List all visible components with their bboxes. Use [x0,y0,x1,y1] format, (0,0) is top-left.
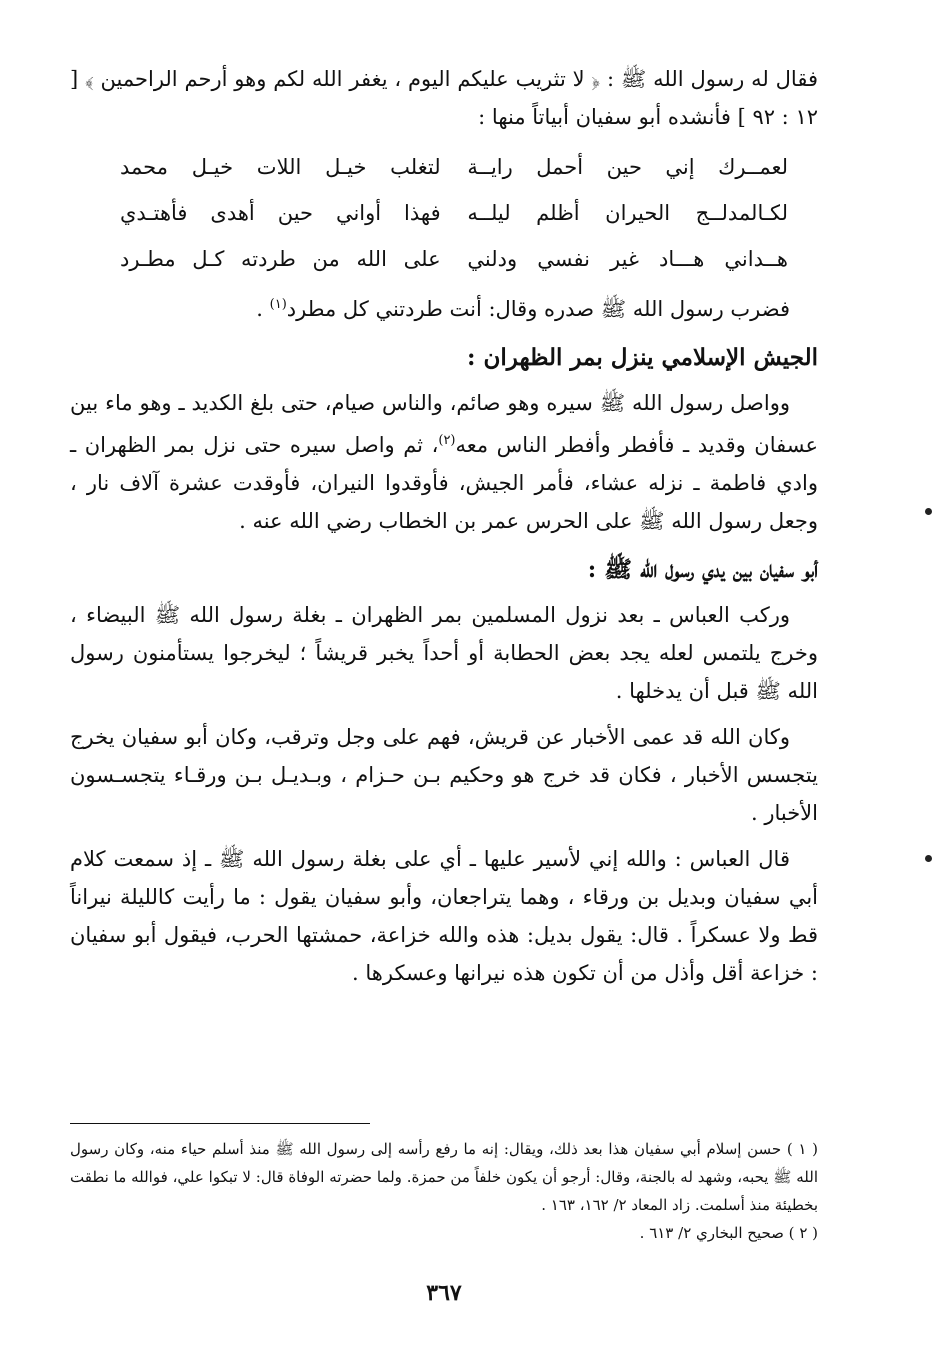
footnotes [70,1135,818,1247]
verse-first-hemistich: لكـالمدلــج الحيران أظلم ليلــه [467,201,788,225]
poem-verse [120,144,788,190]
poem-verse [120,190,788,236]
paragraph-text: ، ثم واصل سيره حتى نزل بمر الظهران ـ وادي فاطمة ـ نزله عشاء، فأمر الجيش، فأوقدوا النيران، فأوقدت عشرة آلاف نار ، وجعل رسول الله ﷺ على الحرس عمر بن الخطاب رضي الله عنه . [70,433,818,533]
paragraph-text: وواصل رسول الله ﷺ سيره وهو صائم، والناس صيام، حتى بلغ الكديد ـ وهو ماء بين عسفان وقديد ـ فأفطر وأفطر الناس معه [70,391,819,457]
section-heading-army: الجيش الإسلامي ينزل بمر الظهران : [467,344,818,371]
section-heading-abu-sufyan: أبو سفيان بين يدي رسول الله ﷺ : [587,556,818,583]
poem [70,144,818,282]
paragraph-text: وكان الله قد عمى الأخبار عن قريش، فهم على وجل وترقب، وكان أبو سفيان يخرج يتجسس الأخبار ، فكان قد خرج هو وحكيم بـن حـزام ، وبـديـل بـن ورقـاء يتجسـسون الأخبار . [70,725,818,825]
footnote-reference-2[interactable]: (٢) [438,433,456,448]
verse-second-hemistich: على الله من طردته كـل مطـرد [120,247,441,271]
poem-verse [120,236,788,282]
scan-edge-mark [925,855,932,862]
paragraph-text: فضرب رسول الله ﷺ صدره وقال: أنت طردتني كل مطرد [286,297,790,321]
page-number: ٣٦٧ [426,1280,462,1306]
verse-second-hemistich: فهذا أواني حين أهدى فأهتـدي [120,201,441,225]
book-page [70,60,819,1306]
paragraph-abbas-rides [70,596,818,710]
footnote-divider [70,1123,370,1124]
paragraph-quraysh-news [70,718,818,832]
verse-first-hemistich: لعمــرك إني حين أحمل رايــة [467,155,788,179]
paragraph-text: وركب العباس ـ بعد نزول المسلمين بمر الظهران ـ بغلة رسول الله ﷺ البيضاء ، وخرج يلتمس لعله يجد بعض الحطابة أو أحداً يخبر قريشاً ؛ ليخرجوا يستأمنون رسول الله ﷺ قبل أن يدخلها . [70,603,818,703]
verse-second-hemistich: لتغلب خيـل اللات خيـل محمد [120,155,441,179]
footnote-2: ( ٢ ) صحيح البخاري ٢/ ٦١٣ . [639,1224,818,1242]
footnote-1: ( ١ ) حسن إسلام أبي سفيان هذا بعد ذلك، ويقال: إنه ما رفع رأسه إلى رسول الله ﷺ منذ أسلم حياء منه، وكان رسول الله ﷺ يحبه، وشهد له بالجنة، وقال: أرجو أن يكون خلفاً من حمزة. ولما حضرته الوفاة قال: لا تبكوا علي، فوالله ما نطقت بخطيئة منذ أسلمت. زاد المعاد ٢/ ١٦٢، ١٦٣ . [70,1140,818,1214]
paragraph-abbas-speaks [70,840,818,992]
verse-first-hemistich: هــداني هـــاد غير نفسي ودلني [467,247,788,271]
scan-edge-mark [925,508,932,515]
paragraph-army [70,384,818,540]
footnote-reference-1[interactable]: (١) [269,297,287,312]
paragraph-text: فقال له رسول الله ﷺ : ﴿ لا تثريب عليكم اليوم ، يغفر الله لكم وهو أرحم الراحمين ﴾ [ ١٢ : ٩٢ ] فأنشده أبو سفيان أبياتاً منها : [70,67,818,129]
paragraph-end: . [256,297,270,321]
paragraph-after-poem [70,286,818,328]
paragraph-text: قال العباس : والله إني لأسير عليها ـ أي على بغلة رسول الله ﷺ ـ إذ سمعت كلام أبي سفيان وبديل بن ورقاء ، وهما يتراجعان، وأبو سفيان يقول : ما رأيت كالليلة نيراناً قط ولا عسكراً . قال: يقول بديل: هذه والله خزاعة، حمشتها الحرب، فيقول أبو سفيان : خزاعة أقل وأذل من أن تكون هذه نيرانها وعسكرها . [70,847,818,985]
paragraph-opening [70,60,818,136]
